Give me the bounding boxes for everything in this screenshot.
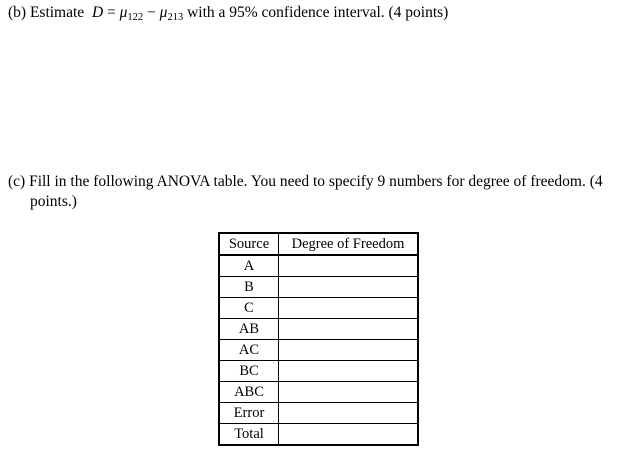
table-row xyxy=(219,361,418,382)
source-cell: ABC xyxy=(219,382,279,403)
anova-table xyxy=(218,232,419,446)
table-row xyxy=(219,340,418,361)
equals-sign: = xyxy=(103,4,120,21)
variable-d: D xyxy=(91,4,104,21)
mu-subscript-2: 213 xyxy=(167,12,184,23)
source-cell: Error xyxy=(219,403,279,424)
question-c-line-1: (c) Fill in the following ANOVA table. You need to specify 9 numbers for degree of freedom. (4 xyxy=(8,173,603,190)
dof-cell[interactable] xyxy=(279,403,419,424)
table-row xyxy=(219,298,418,319)
question-b-suffix: with a 95% confidence interval. (4 points) xyxy=(183,4,449,21)
dof-cell[interactable] xyxy=(279,340,419,361)
dof-cell[interactable] xyxy=(279,255,419,277)
question-c-line-2: points.) xyxy=(30,193,77,210)
question-b-prefix: (b) Estimate xyxy=(8,4,85,21)
source-cell: B xyxy=(219,277,279,298)
source-cell: BC xyxy=(219,361,279,382)
dof-cell[interactable] xyxy=(279,424,419,446)
table-row xyxy=(219,424,418,446)
source-cell: A xyxy=(219,255,279,277)
table-row xyxy=(219,403,418,424)
dof-cell[interactable] xyxy=(279,361,419,382)
dof-cell[interactable] xyxy=(279,277,419,298)
dof-cell[interactable] xyxy=(279,382,419,403)
mu-symbol-1: μ xyxy=(119,4,128,21)
source-cell: C xyxy=(219,298,279,319)
minus-sign: − xyxy=(143,4,160,21)
table-row xyxy=(219,277,418,298)
source-cell: Total xyxy=(219,424,279,446)
source-cell: AC xyxy=(219,340,279,361)
header-degree-of-freedom: Degree of Freedom xyxy=(279,233,419,255)
anova-header-row xyxy=(219,233,418,255)
mu-subscript-1: 122 xyxy=(127,12,144,23)
table-row xyxy=(219,255,418,277)
source-cell: AB xyxy=(219,319,279,340)
dof-cell[interactable] xyxy=(279,298,419,319)
header-source: Source xyxy=(219,233,279,255)
table-row xyxy=(219,382,418,403)
question-b xyxy=(8,4,448,22)
dof-cell[interactable] xyxy=(279,319,419,340)
mu-symbol-2: μ xyxy=(159,4,168,21)
table-row xyxy=(219,319,418,340)
